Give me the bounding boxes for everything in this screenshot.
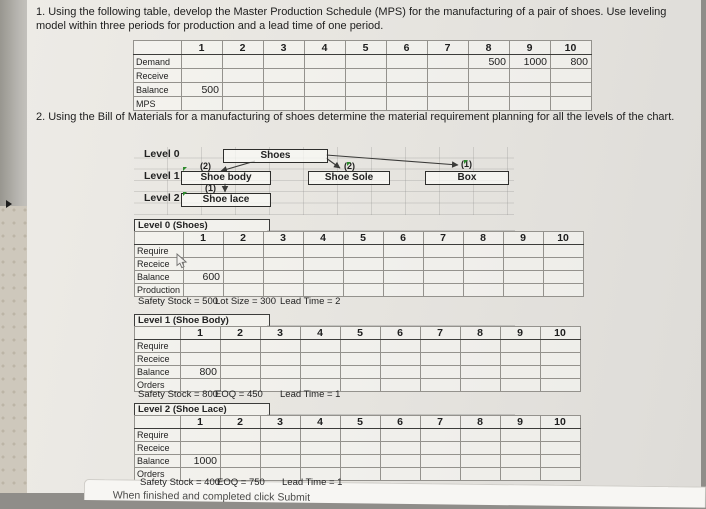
table-cell — [421, 353, 461, 366]
table-cell — [544, 258, 584, 271]
mrp-level1-title: Level 1 (Shoe Body) — [134, 314, 270, 327]
table-cell — [551, 83, 592, 97]
table-cell — [469, 97, 510, 111]
row-label: Orders — [135, 468, 181, 481]
column-header: 2 — [224, 232, 264, 245]
row-label: Balance — [135, 271, 184, 284]
table-cell — [341, 353, 381, 366]
photo-edge-beige — [0, 206, 27, 493]
table-cell — [501, 353, 541, 366]
table-cell — [261, 429, 301, 442]
row-label: Balance — [134, 83, 182, 97]
table-cell — [428, 55, 469, 69]
column-header: 6 — [387, 41, 428, 55]
column-header — [134, 41, 182, 55]
table-cell — [381, 366, 421, 379]
table-cell — [461, 442, 501, 455]
table-cell — [224, 258, 264, 271]
table-cell — [341, 429, 381, 442]
table-cell — [461, 455, 501, 468]
table-cell — [305, 55, 346, 69]
table-cell — [381, 455, 421, 468]
bom-node-shoe-body: Shoe body — [181, 171, 271, 185]
table-cell — [346, 55, 387, 69]
table-cell — [184, 258, 224, 271]
table-cell — [305, 69, 346, 83]
row-label: Balance — [135, 366, 181, 379]
table-cell — [464, 258, 504, 271]
row-label: Balance — [135, 455, 181, 468]
table-cell — [424, 271, 464, 284]
table-cell — [501, 442, 541, 455]
row-label: Production — [135, 284, 184, 297]
excel-flag-icon — [464, 160, 468, 164]
table-row — [134, 97, 592, 111]
bom-level1-label: Level 1 — [144, 170, 180, 182]
table-cell — [341, 468, 381, 481]
column-header: 4 — [301, 327, 341, 340]
column-header: 1 — [181, 416, 221, 429]
table-cell — [501, 455, 541, 468]
table-cell — [261, 353, 301, 366]
table-cell — [341, 379, 381, 392]
bom-level2-label: Level 2 — [144, 192, 180, 204]
table-cell — [221, 429, 261, 442]
table-cell — [504, 284, 544, 297]
table-cell — [387, 69, 428, 83]
mrp-level2-eoq: EOQ = 750 — [217, 477, 265, 488]
row-label: Orders — [135, 379, 181, 392]
table-cell — [181, 340, 221, 353]
header-row — [135, 232, 584, 245]
table-cell — [181, 442, 221, 455]
column-header: 10 — [541, 327, 581, 340]
row-label: Demand — [134, 55, 182, 69]
table-cell — [501, 468, 541, 481]
worksheet-table — [134, 326, 581, 392]
table-row — [135, 366, 581, 379]
mrp-level1-table — [134, 326, 581, 392]
row-label: MPS — [134, 97, 182, 111]
table-cell — [501, 429, 541, 442]
worksheet-table — [134, 231, 584, 297]
column-header: 3 — [261, 416, 301, 429]
table-cell — [305, 83, 346, 97]
table-row — [134, 69, 592, 83]
table-cell — [461, 429, 501, 442]
table-cell — [182, 69, 223, 83]
column-header: 5 — [346, 41, 387, 55]
column-header: 3 — [264, 41, 305, 55]
column-header: 1 — [184, 232, 224, 245]
table-cell — [510, 97, 551, 111]
row-label: Require — [135, 245, 184, 258]
table-cell — [264, 284, 304, 297]
bom-qty-shoe-lace: (1) — [205, 183, 216, 193]
table-cell — [181, 353, 221, 366]
mrp-level1-lead-time: Lead Time = 1 — [280, 389, 341, 400]
table-cell — [221, 442, 261, 455]
table-cell — [421, 442, 461, 455]
column-header: 10 — [544, 232, 584, 245]
table-cell — [264, 258, 304, 271]
column-header: 5 — [341, 327, 381, 340]
table-cell — [501, 379, 541, 392]
column-header — [135, 327, 181, 340]
table-cell: 800 — [551, 55, 592, 69]
table-cell — [381, 442, 421, 455]
row-label: Receice — [135, 442, 181, 455]
table-row — [135, 429, 581, 442]
table-cell — [428, 69, 469, 83]
table-cell — [469, 83, 510, 97]
table-cell — [544, 245, 584, 258]
table-row — [135, 455, 581, 468]
worksheet-table — [134, 415, 581, 481]
table-cell — [469, 69, 510, 83]
table-cell — [501, 340, 541, 353]
table-cell — [301, 442, 341, 455]
table-row — [135, 353, 581, 366]
table-cell — [224, 271, 264, 284]
table-cell — [461, 353, 501, 366]
table-cell — [301, 429, 341, 442]
table-row — [135, 245, 584, 258]
table-cell — [184, 284, 224, 297]
mrp-level0-lead-time: Lead Time = 2 — [280, 296, 341, 307]
table-cell — [428, 83, 469, 97]
table-cell — [381, 429, 421, 442]
table-cell — [224, 284, 264, 297]
table-cell — [301, 340, 341, 353]
bom-node-shoe-lace: Shoe lace — [181, 193, 271, 207]
column-header: 7 — [424, 232, 464, 245]
column-header: 2 — [223, 41, 264, 55]
table-cell — [387, 55, 428, 69]
table-cell — [341, 442, 381, 455]
row-label: Require — [135, 340, 181, 353]
table-cell — [261, 442, 301, 455]
bom-qty-box: (1) — [461, 159, 472, 169]
table-cell — [541, 468, 581, 481]
table-cell — [544, 284, 584, 297]
worksheet-table — [133, 40, 592, 111]
column-header: 7 — [421, 327, 461, 340]
column-header: 6 — [384, 232, 424, 245]
table-cell — [264, 83, 305, 97]
table-cell: 500 — [182, 83, 223, 97]
table-row — [135, 284, 584, 297]
table-cell — [181, 429, 221, 442]
table-cell — [384, 284, 424, 297]
table-cell — [264, 97, 305, 111]
column-header: 8 — [461, 327, 501, 340]
column-header: 2 — [221, 416, 261, 429]
row-label: Receive — [134, 69, 182, 83]
column-header: 5 — [341, 416, 381, 429]
table-cell — [223, 83, 264, 97]
table-cell — [387, 83, 428, 97]
column-header: 1 — [182, 41, 223, 55]
table-cell — [344, 271, 384, 284]
column-header: 3 — [261, 327, 301, 340]
bom-qty-shoe-body: (2) — [200, 161, 211, 171]
table-cell — [304, 245, 344, 258]
column-header: 6 — [381, 327, 421, 340]
column-header: 3 — [264, 232, 304, 245]
table-cell — [304, 271, 344, 284]
column-header: 4 — [304, 232, 344, 245]
table-cell — [464, 271, 504, 284]
table-cell: 600 — [184, 271, 224, 284]
mrp-level2-table — [134, 415, 581, 481]
table-cell — [381, 340, 421, 353]
table-cell — [541, 442, 581, 455]
bottom-panel-clipped-text: When finished and completed click Submit — [112, 489, 311, 504]
table-cell — [387, 97, 428, 111]
row-label: Require — [135, 429, 181, 442]
table-cell — [504, 271, 544, 284]
table-cell — [384, 245, 424, 258]
bom-qty-shoe-sole: (2) — [344, 161, 355, 171]
bom-node-shoe-sole: Shoe Sole — [308, 171, 390, 185]
column-header: 1 — [181, 327, 221, 340]
table-cell — [301, 455, 341, 468]
table-cell — [305, 97, 346, 111]
column-header: 4 — [301, 416, 341, 429]
photo-edge-gray — [0, 0, 27, 206]
table-cell — [421, 429, 461, 442]
table-cell — [182, 55, 223, 69]
table-cell — [221, 340, 261, 353]
column-header: 5 — [344, 232, 384, 245]
table-row — [134, 55, 592, 69]
column-header — [135, 416, 181, 429]
table-cell — [421, 379, 461, 392]
table-cell — [421, 340, 461, 353]
table-cell — [344, 245, 384, 258]
header-row — [134, 41, 592, 55]
table-cell — [344, 284, 384, 297]
table-row — [135, 271, 584, 284]
play-triangle-icon — [6, 200, 12, 208]
table-cell — [344, 258, 384, 271]
table-cell — [541, 455, 581, 468]
table-cell: 1000 — [181, 455, 221, 468]
table-cell — [223, 55, 264, 69]
table-cell — [384, 258, 424, 271]
table-cell — [264, 245, 304, 258]
column-header — [135, 232, 184, 245]
bom-diagram — [134, 147, 514, 215]
bom-node-shoes: Shoes — [223, 149, 328, 163]
table-cell — [464, 245, 504, 258]
table-cell — [341, 366, 381, 379]
table-cell — [461, 379, 501, 392]
table-cell — [301, 353, 341, 366]
question-1-text: 1. Using the following table, develop the Master Production Schedule (MPS) for the manufacturing of a pair of shoes. Use leveling model within three periods for production and a lead time of one period. — [36, 6, 667, 32]
mrp-level0-title: Level 0 (Shoes) — [134, 219, 270, 232]
table-cell — [541, 340, 581, 353]
table-cell — [424, 258, 464, 271]
bom-level0-label: Level 0 — [144, 148, 180, 160]
column-header: 2 — [221, 327, 261, 340]
table-row — [135, 340, 581, 353]
table-cell — [504, 245, 544, 258]
table-cell — [346, 97, 387, 111]
table-cell — [510, 83, 551, 97]
table-cell — [264, 55, 305, 69]
table-cell — [551, 69, 592, 83]
excel-flag-icon — [183, 192, 187, 196]
mrp-level0-safety-stock: Safety Stock = 500 — [138, 296, 219, 307]
mrp-level0-table — [134, 231, 584, 297]
column-header: 9 — [504, 232, 544, 245]
table-cell — [461, 468, 501, 481]
table-cell — [264, 69, 305, 83]
column-header: 7 — [421, 416, 461, 429]
table-cell — [464, 284, 504, 297]
header-row — [135, 327, 581, 340]
table-cell — [341, 455, 381, 468]
table-cell — [304, 258, 344, 271]
table-cell — [346, 83, 387, 97]
table-cell — [301, 366, 341, 379]
table-cell — [541, 353, 581, 366]
column-header: 10 — [551, 41, 592, 55]
mrp-level2-safety-stock: Safety Stock = 400 — [140, 477, 221, 488]
column-header: 6 — [381, 416, 421, 429]
table-cell — [223, 69, 264, 83]
mrp-level2-title: Level 2 (Shoe Lace) — [134, 403, 270, 416]
table-cell: 800 — [181, 366, 221, 379]
table-cell — [261, 340, 301, 353]
table-cell — [544, 271, 584, 284]
table-cell — [384, 271, 424, 284]
table-cell — [541, 366, 581, 379]
mrp-level1-eoq: EOQ = 450 — [215, 389, 263, 400]
table-cell — [261, 366, 301, 379]
column-header: 9 — [501, 416, 541, 429]
table-cell — [421, 455, 461, 468]
table-row — [135, 258, 584, 271]
table-cell — [341, 340, 381, 353]
table-row — [135, 442, 581, 455]
table-cell — [381, 379, 421, 392]
table-cell — [510, 69, 551, 83]
table-cell — [182, 97, 223, 111]
table-cell — [424, 284, 464, 297]
table-cell — [221, 366, 261, 379]
table-cell — [421, 468, 461, 481]
table-cell — [304, 284, 344, 297]
table-cell — [381, 468, 421, 481]
table-cell — [424, 245, 464, 258]
table-row — [134, 83, 592, 97]
table-cell — [346, 69, 387, 83]
header-row — [135, 416, 581, 429]
table-cell — [264, 271, 304, 284]
mrp-level1-safety-stock: Safety Stock = 800 — [138, 389, 219, 400]
table-cell — [221, 455, 261, 468]
table-cell — [541, 429, 581, 442]
question-2-text: 2. Using the Bill of Materials for a manufacturing of shoes determine the material requirement planning for all the levels of the chart. — [36, 111, 675, 123]
column-header: 8 — [464, 232, 504, 245]
excel-flag-icon — [183, 167, 187, 171]
mrp-level2-lead-time: Lead Time = 1 — [282, 477, 343, 488]
row-label: Receice — [135, 258, 184, 271]
table-cell — [261, 455, 301, 468]
table-cell — [461, 366, 501, 379]
mouse-cursor-icon — [176, 254, 187, 274]
excel-flag-icon — [347, 162, 351, 166]
table-cell — [421, 366, 461, 379]
column-header: 8 — [461, 416, 501, 429]
table-cell — [224, 245, 264, 258]
column-header: 9 — [501, 327, 541, 340]
table-cell — [223, 97, 264, 111]
column-header: 7 — [428, 41, 469, 55]
column-header: 8 — [469, 41, 510, 55]
table-cell — [551, 97, 592, 111]
table-cell — [221, 353, 261, 366]
table-cell — [428, 97, 469, 111]
mps-table — [133, 40, 592, 111]
table-cell — [184, 245, 224, 258]
bom-node-box: Box — [425, 171, 509, 185]
table-cell — [381, 353, 421, 366]
table-cell — [541, 379, 581, 392]
mrp-level0-lot-size: Lot Size = 300 — [215, 296, 277, 307]
table-cell: 500 — [469, 55, 510, 69]
table-cell — [461, 340, 501, 353]
column-header: 9 — [510, 41, 551, 55]
row-label: Receice — [135, 353, 181, 366]
table-cell — [504, 258, 544, 271]
table-cell: 1000 — [510, 55, 551, 69]
table-cell — [501, 366, 541, 379]
column-header: 4 — [305, 41, 346, 55]
column-header: 10 — [541, 416, 581, 429]
